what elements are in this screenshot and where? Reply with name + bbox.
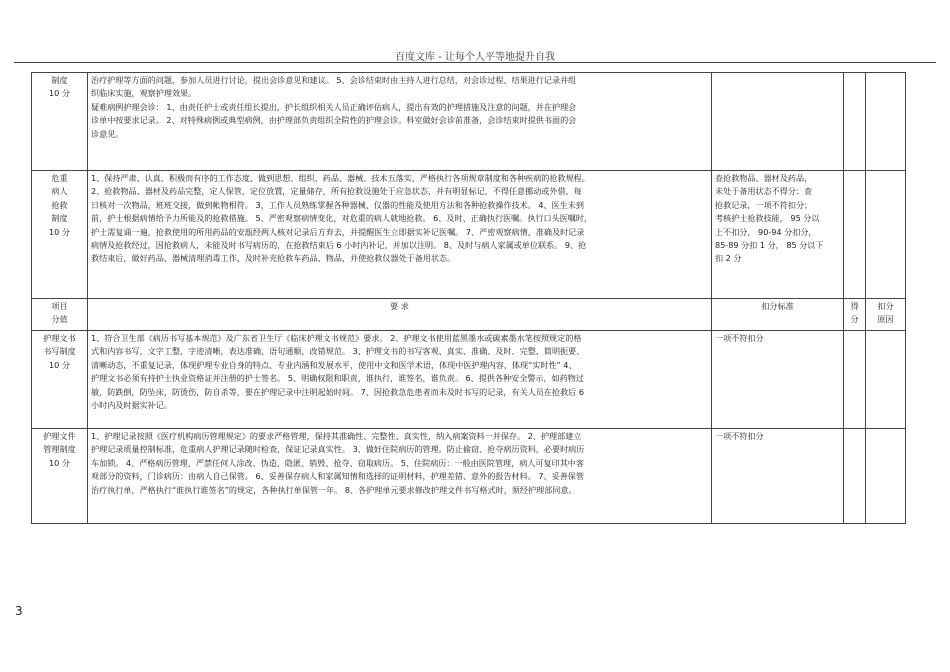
item-name-cell (32, 331, 88, 429)
requirement-line: 护理文书必须有持护士执业资格证并注册的护士签名。 5、明确权限和职责，谁执行，谁签名，谁负责。 6、提供各种安全警示，如药物过 (91, 373, 584, 384)
item-name-line: 10 分 (49, 88, 70, 99)
requirements-cell (88, 331, 712, 429)
item-name-line: 护理文件 (43, 431, 76, 441)
requirement-line: 1、符合卫生部《病历书写基本规范》及广东省卫生厅《临床护理文书规范》要求。 2、护理文书使用蓝黑墨水或碳素墨水笔按照规定的格 (91, 333, 582, 343)
header-score-line: 分 (850, 314, 859, 325)
item-name-line: 书写制度 (43, 346, 76, 357)
header-score-cell (844, 299, 866, 331)
deduction-reason-cell (866, 73, 906, 171)
deduction-reason-cell (866, 171, 906, 299)
requirement-line: 诊单中按要求记录。 2、对特殊病例或典型病例，由护理部负责组织全院性的护理会诊。科室做好会诊前准备，会诊结束时提供书面的会 (91, 115, 577, 126)
deduction-reason-cell (866, 331, 906, 429)
table-row (32, 429, 906, 524)
requirement-line: 前，护士根据病情给予力所能及的抢救措施。 5、严密观察病情变化，对危重的病人就地抢救。 6、及时、正确执行医嘱。执行口头医嘱时， (91, 213, 593, 224)
header-item-line: 项目 (51, 301, 68, 311)
header-reason-line: 扣分 (877, 301, 894, 311)
header-rule (14, 62, 936, 63)
requirement-line: 清晰动态，不重复记录，体现护理专业自身的特点、专业内涵和发展水平，使用中文和医学术语，体现中医护理内容，体现“实时性” 4、 (91, 359, 577, 370)
table-row (32, 73, 906, 171)
item-name-line: 10 分 (49, 226, 70, 237)
requirement-line: 敏，防跌倒，防坠床，防烫伤，防自杀等，要在护理记录中注明起始时间。 7、因抢救急危患者而未及时书写的记录，有关人员在抢救后 6 (91, 386, 584, 397)
item-name-line: 危重 (51, 173, 68, 183)
header-item-cell (32, 299, 88, 331)
item-name-cell (32, 429, 88, 524)
item-name-line: 抢救 (51, 199, 68, 210)
standard-line: 考核护士抢救技能， 95 分以 (715, 213, 820, 224)
header-score-line: 得 (850, 301, 859, 311)
item-name-line: 护理文书 (43, 333, 76, 343)
requirement-line: 护士需复诵一遍，抢救使用的所用药品的安瓿经两人核对记录后方弃去，并提醒医生立即据实补记医嘱。 7、严密观察病情，准确及时记录 (91, 226, 585, 237)
requirements-cell (88, 429, 712, 524)
requirement-line: 1、护理记录按照《医疗机构病历管理规定》的要求严格管理，保持其准确性、完整性、真实性，纳入病案资料一并保存。 2、护理部建立 (91, 431, 582, 441)
header-standard-cell: 扣分标准 (712, 299, 844, 331)
requirement-line: 车加锁。 4、严格病历管理，严禁任何人涂改、伪造、隐匿、销毁、抢夺、窃取病历。 5、住院病历：一般由医院管理，病人可复印其中客 (91, 457, 584, 468)
requirement-line: 治疗执行单，严格执行“谁执行谁签名”的规定，各种执行单保管一年。 8、各护理单元要求修改护理文件书写格式时，须经护理部同意。 (91, 484, 577, 495)
requirements-cell (88, 171, 712, 299)
score-cell (844, 331, 866, 429)
standard-line: 查抢救物品、器材及药品， (715, 173, 813, 183)
standard-line: 未处于备用状态不得分；查 (715, 186, 813, 197)
item-name-line: 制度 (51, 75, 68, 85)
table-row (32, 331, 906, 429)
deduction-standard-cell (712, 331, 844, 429)
requirement-line: 式和内容书写，文字工整，字迹清晰，表达准确，语句通顺，改错规范。 3、护理文书的书写客观、真实、准确、及时、完整、简明扼要、 (91, 346, 585, 357)
requirement-line: 疑难病例护理会诊： 1、由责任护士或责任组长提出，护长组织相关人员正确评估病人，提出有效的护理措施及注意的问题，并在护理会 (91, 101, 577, 112)
page-number: 3 (15, 604, 23, 618)
item-name-line: 10 分 (49, 359, 70, 370)
header-requirements-cell: 要 求 (88, 299, 712, 331)
standard-line: 一项不符扣分 (715, 333, 764, 343)
item-name-cell (32, 171, 88, 299)
standard-line: 85-89 分扣 1 分， 85 分以下 (715, 240, 824, 251)
score-cell (844, 429, 866, 524)
item-name-line: 病人 (51, 186, 68, 197)
header-item-line: 分值 (51, 314, 68, 325)
nursing-regulations-table (31, 72, 906, 524)
standard-line: 抢救记录，一项不符扣分； (715, 199, 813, 210)
document-header: 百度文库 - 让每个人平等地提升自我 (395, 52, 555, 63)
deduction-standard-cell (712, 171, 844, 299)
item-name-line: 10 分 (49, 457, 70, 468)
requirement-line: 护理记录质量控制标准，危重病人护理记录随时检查，保证记录真实性。 3、做好住院病历的管理。防止偷窃、抢夺病历资料，必要时病历 (91, 444, 585, 455)
requirement-line: 织临床实施，观察护理效果。 (91, 88, 197, 99)
requirements-cell (88, 73, 712, 171)
requirement-line: 治疗护理等方面的问题，参加人员进行讨论，提出会诊意见和建议。 5、会诊结束时由主持人进行总结，对会诊过程、结果进行记录并组 (91, 75, 577, 85)
requirement-line: 救结束后，做好药品、器械清理消毒工作，及时补充抢救车药品、物品，并使抢救仪器处于备用状态。 (91, 253, 456, 264)
requirement-line: 观部分的资料，门诊病历：由病人自己保管。 6、妥善保存病人和家属知情和选择的证明材料，护理差错、意外的报告材料。 7、妥善保管 (91, 471, 584, 482)
deduction-standard-cell (712, 73, 844, 171)
header-reason-line: 原因 (877, 314, 894, 325)
deduction-reason-cell (866, 429, 906, 524)
standard-line: 一项不符扣分 (715, 431, 764, 441)
standard-line: 上不扣分， 90-94 分扣分， (715, 226, 817, 237)
header-reason-cell (866, 299, 906, 331)
requirement-line: 小时内及时据实补记。 (91, 400, 172, 411)
item-name-cell (32, 73, 88, 171)
score-cell (844, 171, 866, 299)
score-cell (844, 73, 866, 171)
table-header-row (32, 299, 906, 331)
requirement-line: 病情及抢救经过，因抢救病人，未能及时书写病历的，在抢救结束后 6 小时内补记，并加以注明。 8、及时与病人家属或单位联系。 9、抢 (91, 240, 587, 251)
requirement-line: 诊意见。 (91, 128, 124, 139)
deduction-standard-cell (712, 429, 844, 524)
table-row (32, 171, 906, 299)
standard-line: 扣 2 分 (715, 253, 742, 264)
requirement-line: 2、抢救物品、器材及药品完整，定人保管，定位放置，定量储存，所有抢救设施处于应急状态，并有明显标记，不得任意挪动或外借，每 (91, 186, 582, 197)
item-name-line: 管理制度 (43, 444, 76, 455)
requirement-line: 日核对一次物品，班班交接，做到帐物相符。 3、工作人员熟练掌握各种器械、仪器的性能及使用方法和各种抢救操作技术。 4、医生未到 (91, 199, 584, 210)
requirement-line: 1、保持严肃、认真、积极而有序的工作态度，做到思想、组织、药品、器械、技术五落实，严格执行各项规章制度和各种疾病的抢救规程。 (91, 173, 590, 183)
item-name-line: 制度 (51, 213, 68, 224)
